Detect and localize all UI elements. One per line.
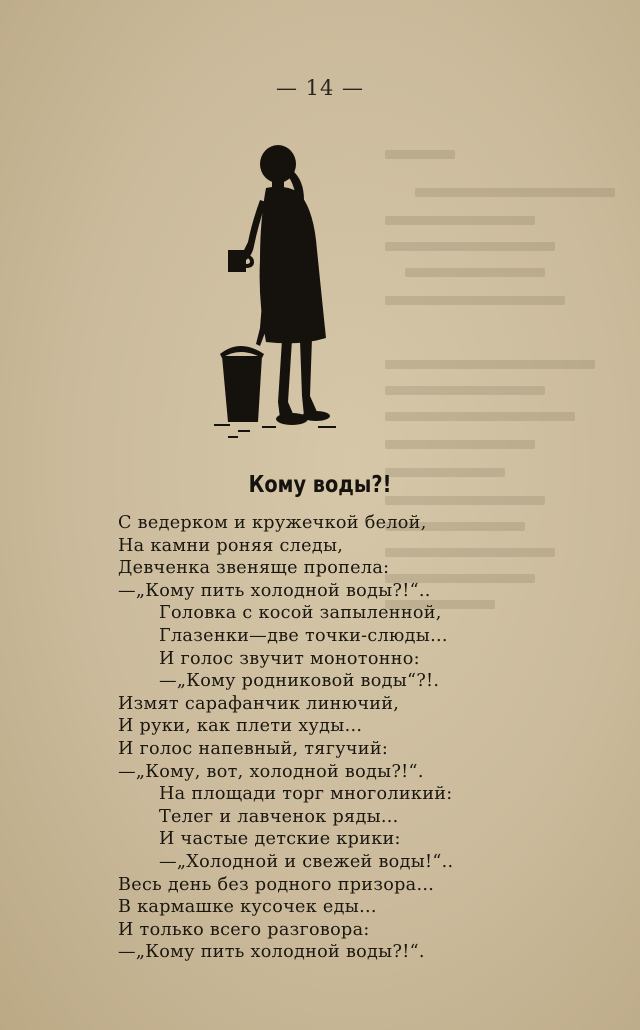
poem-line: С ведерком и кружечкой белой, <box>118 513 427 533</box>
poem-line: И голос звучит монотонно: <box>159 648 420 669</box>
poem-line: Весь день без родного призора... <box>118 874 435 895</box>
poem-line: И частые детские крики: <box>159 829 401 850</box>
poem-line: И голос напевный, тягучий: <box>118 739 389 759</box>
poem-line: Глазенки—две точки-слюды... <box>159 626 448 646</box>
poem-title: Кому воды?! <box>248 472 392 498</box>
poem-line: И только всего разговора: <box>118 919 370 940</box>
girl-with-bucket-silhouette <box>200 140 350 440</box>
poem-line: —„Кому, вот, холодной воды?!“. <box>118 761 424 782</box>
poem-line: Головка с косой запыленной, <box>159 603 442 624</box>
poem-line: Девченка звеняще пропела: <box>118 558 390 579</box>
poem-line: Телег и лавченок ряды... <box>159 806 399 827</box>
poem-line: На площади торг многоликий: <box>159 784 453 805</box>
poem-line: —„Кому родниковой воды“?!. <box>159 671 440 692</box>
poem-line: Измят сарафанчик линючий, <box>118 693 400 714</box>
poem-line: —„Кому пить холодной воды?!“. <box>118 942 425 963</box>
poem-line: В кармашке кусочек еды... <box>118 897 377 918</box>
poem-line: На камни роняя следы, <box>118 535 344 556</box>
page-number: — 14 — <box>275 76 365 100</box>
poem-line: —„Кому пить холодной воды?!“.. <box>118 580 431 601</box>
bleed-through-texture <box>385 150 635 630</box>
poem-line: —„Холодной и свежей воды!“.. <box>159 852 454 872</box>
poem-line: И руки, как плети худы... <box>118 716 363 737</box>
